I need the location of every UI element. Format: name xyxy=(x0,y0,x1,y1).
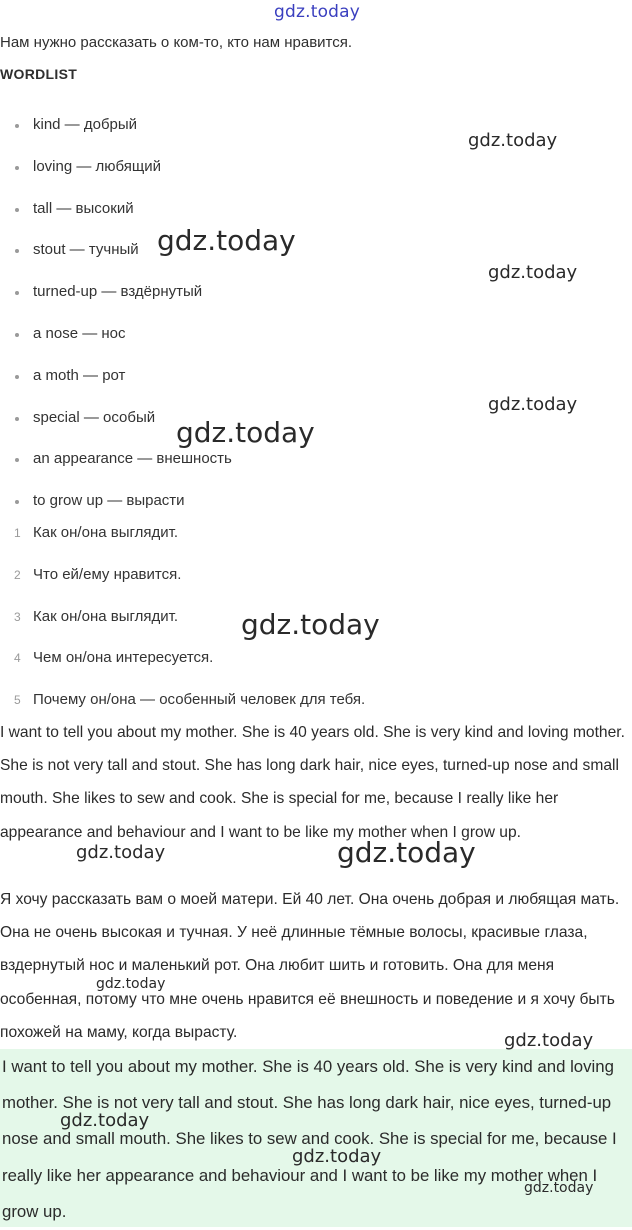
wordlist-item: tall — высокий xyxy=(14,198,232,240)
plan-number: 3 xyxy=(14,609,21,624)
wordlist-item: a moth — рот xyxy=(14,365,232,407)
plan-item xyxy=(14,647,365,689)
wordlist-item: stout — тучный xyxy=(14,239,232,281)
plan-item xyxy=(14,606,365,648)
plan-item xyxy=(14,522,365,564)
plan-text: Почему он/она — особенный человек для тебя. xyxy=(33,691,366,709)
plan-number: 4 xyxy=(14,651,21,666)
site-logo[interactable]: gdz.today xyxy=(274,2,361,22)
wordlist xyxy=(14,114,232,532)
watermark: gdz.today xyxy=(468,130,558,151)
watermark: gdz.today xyxy=(488,394,578,415)
answer-text: I want to tell you about my mother. She is 40 years old. She is very kind and loving mother. She is not very tall and stout. She has long dark hair, nice eyes, turned-up nose and small mouth. She likes to sew and cook. She is special for me, because I really like her appearance and behaviour and I want to be like my mother when I grow up. xyxy=(2,1057,617,1221)
answer-block xyxy=(0,1049,632,1227)
plan-text: Чем он/она интересуется. xyxy=(33,649,214,667)
watermark: gdz.today xyxy=(176,416,315,449)
wordlist-item: special — особый xyxy=(14,407,232,449)
watermark: gdz.today xyxy=(60,1110,150,1131)
plan-text: Что ей/ему нравится. xyxy=(33,565,182,583)
essay-translation: Я хочу рассказать вам о моей матери. Ей 40 лет. Она очень добрая и любящая мать. Она не очень высокая и тучная. У неё длинные тёмные волосы, красивые глаза, вздернутый нос и маленький рот. Она любит шить и готовить. Она для меня особенная, потому что мне очень нравится её внешность и поведение и я хочу быть похожей на маму, когда вырасту. xyxy=(0,891,620,1041)
watermark: gdz.today xyxy=(292,1146,382,1167)
watermark: gdz.today xyxy=(157,224,296,257)
watermark: gdz.today xyxy=(96,976,166,992)
plan-list xyxy=(14,522,365,731)
plan-item xyxy=(14,564,365,606)
wordlist-heading: WORDLIST xyxy=(0,66,78,82)
essay-english: I want to tell you about my mother. She is 40 years old. She is very kind and loving mother. She is not very tall and stout. She has long dark hair, nice eyes, turned-up nose and small mouth. She likes to sew and cook. She is special for me, because I really like her appearance and behaviour and I want to be like my mother when I grow up. xyxy=(0,724,625,841)
wordlist-item: an appearance — внешность xyxy=(14,448,232,490)
wordlist-item: loving — любящий xyxy=(14,156,232,198)
wordlist-item: kind — добрый xyxy=(14,114,232,156)
plan-text: Как он/она выглядит. xyxy=(33,607,179,625)
wordlist-item: a nose — нос xyxy=(14,323,232,365)
watermark: gdz.today xyxy=(504,1030,594,1051)
plan-text: Как он/она выглядит. xyxy=(33,524,179,541)
watermark: gdz.today xyxy=(337,836,476,869)
plan-number: 2 xyxy=(14,567,21,582)
watermark: gdz.today xyxy=(241,608,380,641)
plan-number: 1 xyxy=(14,526,21,540)
watermark: gdz.today xyxy=(524,1180,594,1196)
wordlist-item: to grow up — вырасти xyxy=(14,490,232,532)
wordlist-item: turned-up — вздёрнутый xyxy=(14,281,232,323)
watermark: gdz.today xyxy=(488,262,578,283)
plan-number: 5 xyxy=(14,693,21,708)
intro-text: Нам нужно рассказать о ком-то, кто нам нравится. xyxy=(0,34,353,51)
watermark: gdz.today xyxy=(76,842,166,863)
